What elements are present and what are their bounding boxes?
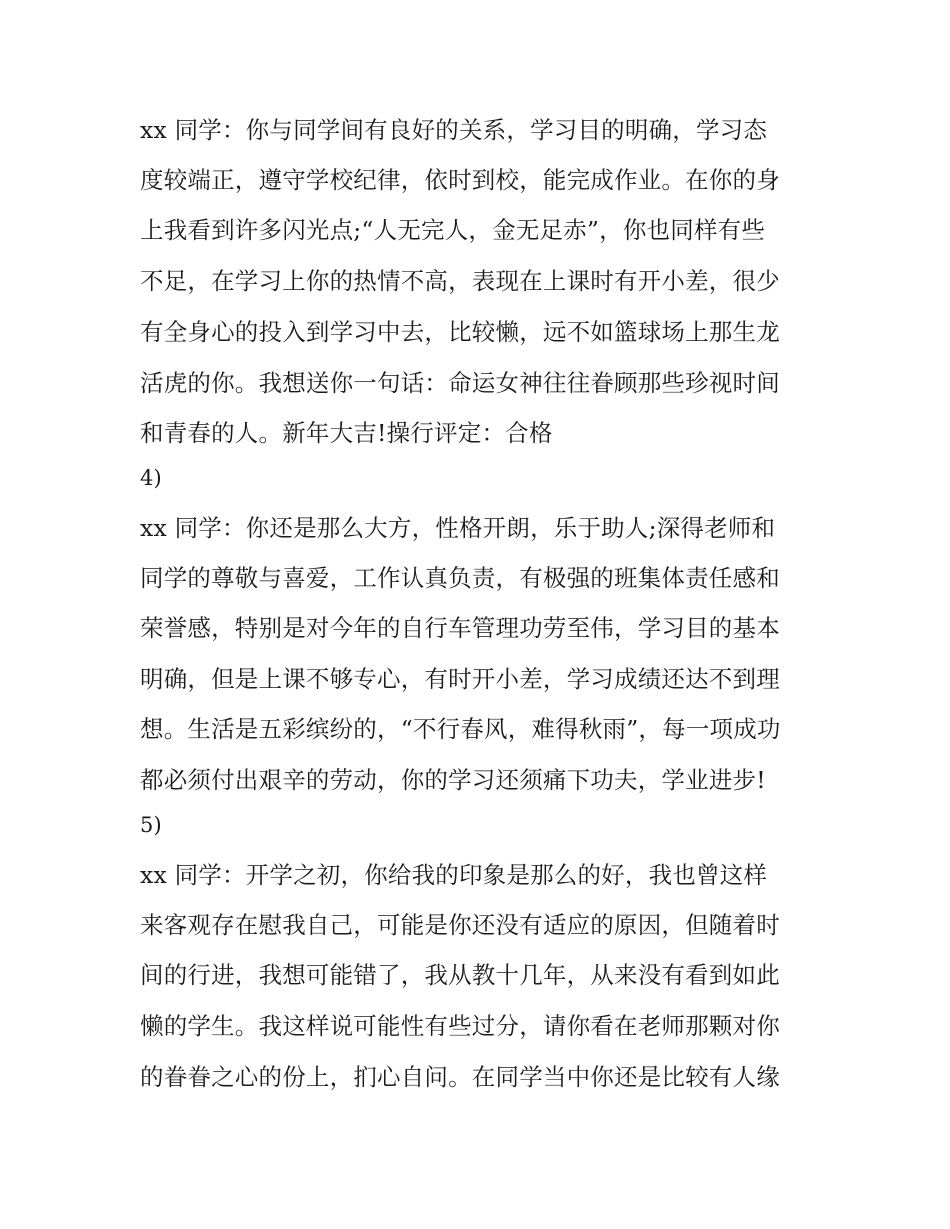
paragraph-line: xx 同学：开学之初，你给我的印象是那么的好，我也曾这样 — [140, 861, 768, 889]
paragraph-line: 间的行进，我想可能错了，我从教十几年，从来没有看到如此 — [140, 961, 780, 989]
paragraph-line: xx 同学：你与同学间有良好的关系，学习目的明确，学习态 — [140, 116, 768, 144]
paragraph-line: 和青春的人。新年大吉!操行评定：合格 — [140, 419, 553, 447]
paragraph-line: 懒的学生。我这样说可能性有些过分，请你看在老师那颗对你 — [140, 1012, 780, 1040]
paragraph-line: 想。生活是五彩缤纷的，“不行春风，难得秋雨”，每一项成功 — [140, 715, 781, 743]
paragraph-line: 来客观存在慰我自己，可能是你还没有适应的原因，但随着时 — [140, 911, 780, 939]
item-number: 5) — [140, 813, 162, 837]
paragraph-line: 明确，但是上课不够专心，有时开小差，学习成绩还达不到理 — [140, 665, 780, 693]
paragraph-line: 度较端正，遵守学校纪律，依时到校，能完成作业。在你的身 — [140, 166, 780, 194]
paragraph-line: 上我看到许多闪光点;“人无完人，金无足赤”，你也同样有些 — [140, 216, 766, 244]
paragraph-line: 荣誉感，特别是对今年的自行车管理功劳至伟，学习目的基本 — [140, 614, 780, 642]
item-number: 4) — [140, 466, 162, 490]
paragraph-line: 的眷眷之心的份上，扪心自问。在同学当中你还是比较有人缘 — [140, 1063, 780, 1091]
paragraph-line: 活虎的你。我想送你一句话：命运女神往往眷顾那些珍视时间 — [140, 369, 780, 397]
paragraph-line: 同学的尊敬与喜爱，工作认真负责，有极强的班集体责任感和 — [140, 564, 780, 592]
paragraph-line: xx 同学：你还是那么大方，性格开朗，乐于助人;深得老师和 — [140, 514, 776, 542]
paragraph-line: 有全身心的投入到学习中去，比较懒，远不如篮球场上那生龙 — [140, 318, 780, 346]
paragraph-line: 都必须付出艰辛的劳动，你的学习还须痛下功夫，学业进步! — [140, 766, 766, 794]
paragraph-line: 不足，在学习上你的热情不高，表现在上课时有开小差，很少 — [140, 267, 780, 295]
